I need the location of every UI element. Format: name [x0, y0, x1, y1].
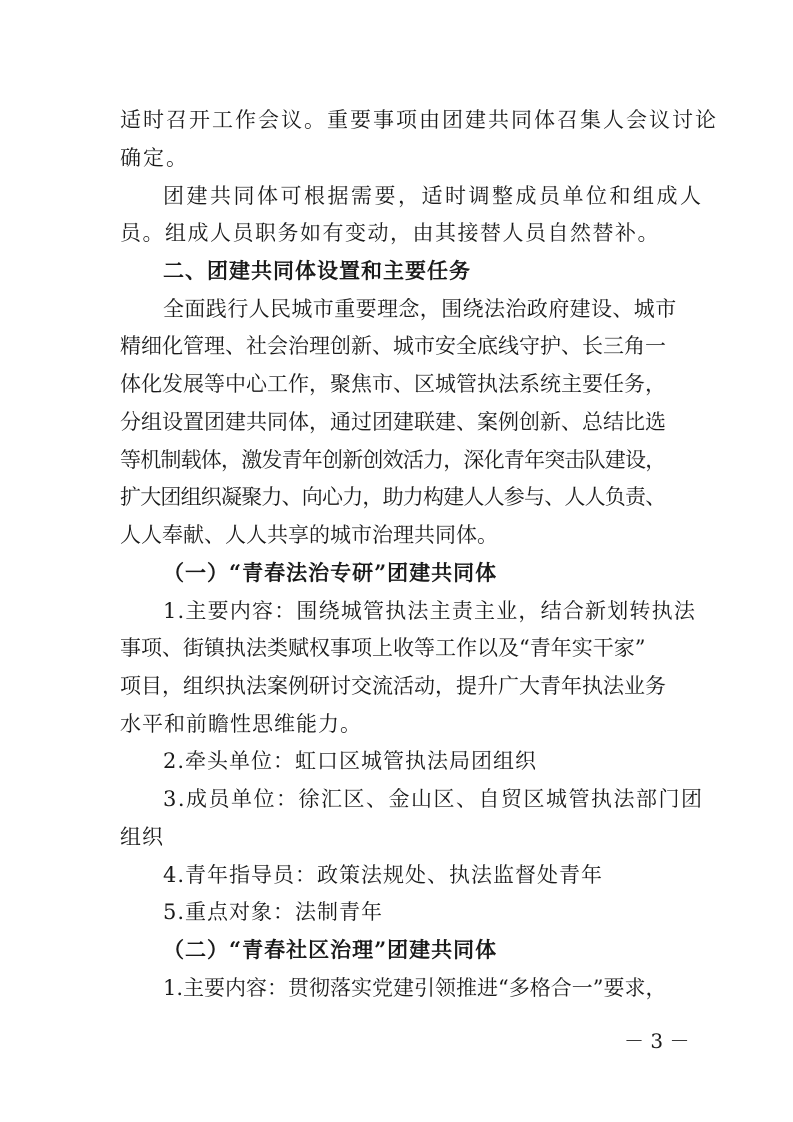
section-heading [0, 251, 793, 291]
body-text-line [0, 892, 793, 932]
body-text-line [0, 440, 793, 480]
line-text: 组织 [120, 825, 164, 849]
line-text: 项目，组织执法案例研讨交流活动，提升广大青年执法业务 [120, 674, 666, 698]
body-text-line [0, 855, 793, 895]
body-text-line [0, 591, 793, 631]
line-text: 团建共同体可根据需要，适时调整成员单位和组成人 [163, 184, 704, 208]
page-number: － 3 － [624, 1029, 690, 1053]
line-text: 确定。 [120, 146, 189, 170]
body-text-line [0, 741, 793, 781]
heading-text: （一）“青春法治专研”团建共同体 [163, 560, 498, 585]
heading-text: 二、团建共同体设置和主要任务 [163, 258, 471, 283]
subsection-heading [0, 553, 793, 593]
line-text: 事项、街镇执法类赋权事项上收等工作以及“青年实干家” [120, 636, 646, 660]
line-text: 精细化管理、社会治理创新、城市安全底线守护、长三角一 [120, 334, 666, 358]
line-text: 1.主要内容：贯彻落实党建引领推进“多格合一”要求， [163, 976, 667, 1000]
line-text: 水平和前瞻性思维能力。 [120, 712, 362, 736]
line-text: 3.成员单位：徐汇区、金山区、自贸区城管执法部门团 [163, 787, 704, 811]
body-text-line [0, 704, 793, 744]
body-text-line [0, 138, 793, 178]
body-text-line [0, 289, 793, 329]
line-text: 扩大团组织凝聚力、向心力，助力构建人人参与、人人负责、 [120, 485, 666, 509]
subsection-heading [0, 930, 793, 970]
line-text: 分组设置团建共同体，通过团建联建、案例创新、总结比选 [120, 410, 666, 434]
line-text: 等机制载体，激发青年创新创效活力，深化青年突击队建设， [120, 448, 666, 472]
body-text-line [0, 628, 793, 668]
heading-text: （二）“青春社区治理”团建共同体 [163, 937, 498, 962]
line-text: 1.主要内容：围绕城管执法主责主业，结合新划转执法 [163, 599, 697, 623]
body-text-line [0, 213, 793, 253]
body-text-line [0, 968, 793, 1008]
line-text: 全面践行人民城市重要理念，围绕法治政府建设、城市 [163, 297, 677, 321]
line-text: 适时召开工作会议。重要事项由团建共同体召集人会议讨论 [120, 108, 718, 132]
body-text-line [0, 817, 793, 857]
body-text-line [0, 779, 793, 819]
line-text: 2.牵头单位：虹口区城管执法局团组织 [163, 749, 538, 773]
body-text-line [0, 515, 793, 555]
body-text-line [0, 666, 793, 706]
line-text: 人人奉献、人人共享的城市治理共同体。 [120, 523, 498, 547]
body-text-line [0, 402, 793, 442]
line-text: 4.青年指导员：政策法规处、执法监督处青年 [163, 863, 604, 887]
body-text-line [0, 477, 793, 517]
line-text: 员。组成人员职务如有变动，由其接替人员自然替补。 [120, 221, 660, 245]
line-text: 体化发展等中心工作，聚焦市、区城管执法系统主要任务， [120, 372, 666, 396]
body-text-line [0, 176, 793, 216]
body-text-line [0, 100, 793, 140]
body-text-line [0, 364, 793, 404]
body-text-line [0, 326, 793, 366]
line-text: 5.重点对象：法制青年 [163, 900, 384, 924]
